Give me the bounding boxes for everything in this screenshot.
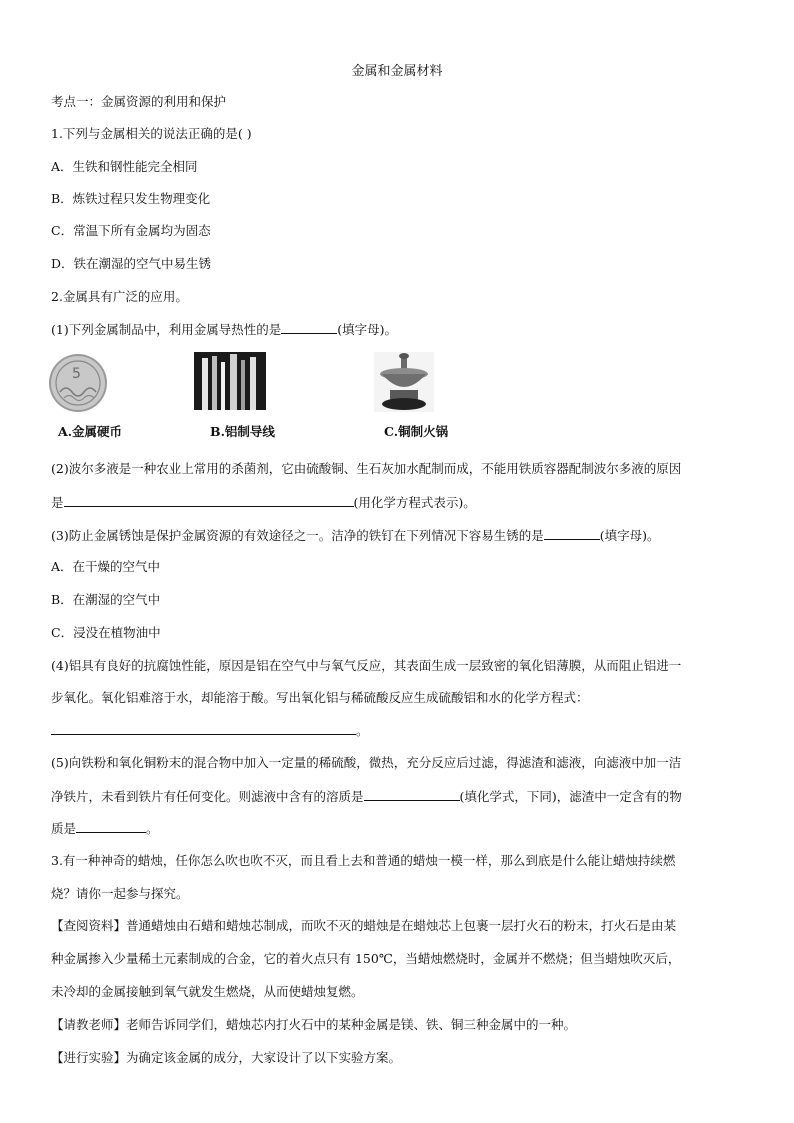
q2-part2-prefix: 是 xyxy=(51,495,64,510)
q2-part2-line2 xyxy=(51,494,751,511)
wires-image xyxy=(194,352,266,410)
q2-part1-text: (1)下列金属制品中，利用金属导热性的是 xyxy=(51,322,282,337)
q2-part3-option-c: C．浸没在植物油中 xyxy=(51,625,161,640)
q1-stem: 1.下列与金属相关的说法正确的是( ) xyxy=(51,126,252,141)
q2-part1-suffix: (填字母)。 xyxy=(337,322,397,337)
answer-blank[interactable] xyxy=(76,820,146,833)
q2-part3-option-b: B．在潮湿的空气中 xyxy=(51,592,161,607)
q2-part5-prefix: 质是 xyxy=(51,821,77,836)
q3-experiment: 【进行实验】为确定该金属的成分，大家设计了以下实验方案。 xyxy=(51,1050,402,1065)
q3-research-line3: 未冷却的金属接触到氧气就发生燃烧，从而使蜡烛复燃。 xyxy=(51,984,364,999)
answer-blank[interactable] xyxy=(281,321,337,334)
coin-image xyxy=(46,352,112,414)
figure-coin xyxy=(46,352,156,439)
q2-part5-line3 xyxy=(51,820,751,837)
caption-c: C.铜制火锅 xyxy=(384,424,449,439)
q2-stem: 2.金属具有广泛的应用。 xyxy=(51,289,188,304)
answer-blank[interactable] xyxy=(544,527,600,540)
q2-part4-line1: (4)铝具有良好的抗腐蚀性能，原因是铝在空气中与氧气反应，其表面生成一层致密的氧化铝薄膜，从而阻止铝进一 xyxy=(51,658,682,673)
q2-part5-line1: (5)向铁粉和氧化铜粉末的混合物中加入一定量的稀硫酸，微热，充分反应后过滤，得滤渣和滤液，向滤液中加一洁 xyxy=(51,755,682,770)
q2-part2-suffix: (用化学方程式表示)。 xyxy=(353,495,476,510)
q2-part1 xyxy=(51,321,751,338)
q1-option-b: B．炼铁过程只发生物理变化 xyxy=(51,191,211,206)
q2-part3-option-a: A．在干燥的空气中 xyxy=(51,559,161,574)
q3-line2: 烧？请你一起参与探究。 xyxy=(51,886,189,901)
answer-blank[interactable] xyxy=(64,494,354,507)
hotpot-image xyxy=(374,352,434,412)
page-title: 金属和金属材料 xyxy=(351,64,443,79)
q3-research-line2: 种金属掺入少量稀土元素制成的合金，它的着火点只有 150℃，当蜡烛燃烧时，金属并不燃烧；但当蜡烛吹灭后， xyxy=(51,951,681,966)
answer-blank[interactable] xyxy=(51,722,356,735)
q2-part3-text: (3)防止金属锈蚀是保护金属资源的有效途径之一。洁净的铁钉在下列情况下容易生锈的是 xyxy=(51,528,544,543)
figure-wires xyxy=(194,352,304,439)
q2-part4-end: 。 xyxy=(356,723,369,738)
caption-a: A.金属硬币 xyxy=(58,424,123,439)
q2-part5-text: 净铁片，未看到铁片有任何变化。则滤液中含有的溶质是 xyxy=(51,789,364,804)
q2-part5-end: 。 xyxy=(146,821,159,836)
figure-row xyxy=(46,352,476,442)
answer-blank[interactable] xyxy=(364,788,460,801)
q3-line1: 3.有一种神奇的蜡烛，任你怎么吹也吹不灭，而且看上去和普通的蜡烛一模一样，那么到底是什么能让蜡烛持续燃 xyxy=(51,853,676,868)
section-heading: 考点一：金属资源的利用和保护 xyxy=(51,94,227,109)
q1-option-c: C．常温下所有金属均为固态 xyxy=(51,223,211,238)
svg-text:5: 5 xyxy=(72,366,81,382)
q1-option-d: D．铁在潮湿的空气中易生锈 xyxy=(51,256,212,271)
q3-teacher: 【请教老师】老师告诉同学们，蜡烛芯内打火石中的某种金属是镁、铁、铜三种金属中的一种。 xyxy=(51,1017,577,1032)
figure-hotpot xyxy=(374,352,484,439)
q2-part2-line1: (2)波尔多液是一种农业上常用的杀菌剂，它由硫酸铜、生石灰加水配制而成，不能用铁质容器配制波尔多液的原因 xyxy=(51,461,682,476)
q2-part5-mid: (填化学式，下同)，滤渣中一定含有的物 xyxy=(459,789,682,804)
caption-b: B.铝制导线 xyxy=(210,424,275,439)
q1-option-a: A．生铁和钢性能完全相同 xyxy=(51,159,198,174)
q2-part3-suffix: (填字母)。 xyxy=(599,528,660,543)
q2-part3 xyxy=(51,527,751,544)
q2-part4-line2: 步氧化。氧化铝难溶于水，却能溶于酸。写出氧化铝与稀硫酸反应生成硫酸铝和水的化学方程式： xyxy=(51,690,589,705)
q3-research-line1: 【查阅资料】普通蜡烛由石蜡和蜡烛芯制成，而吹不灭的蜡烛是在蜡烛芯上包裹一层打火石的粉末，打火石是由某 xyxy=(51,918,677,933)
q2-part5-line2 xyxy=(51,788,751,805)
q2-part4-line3 xyxy=(51,722,751,739)
